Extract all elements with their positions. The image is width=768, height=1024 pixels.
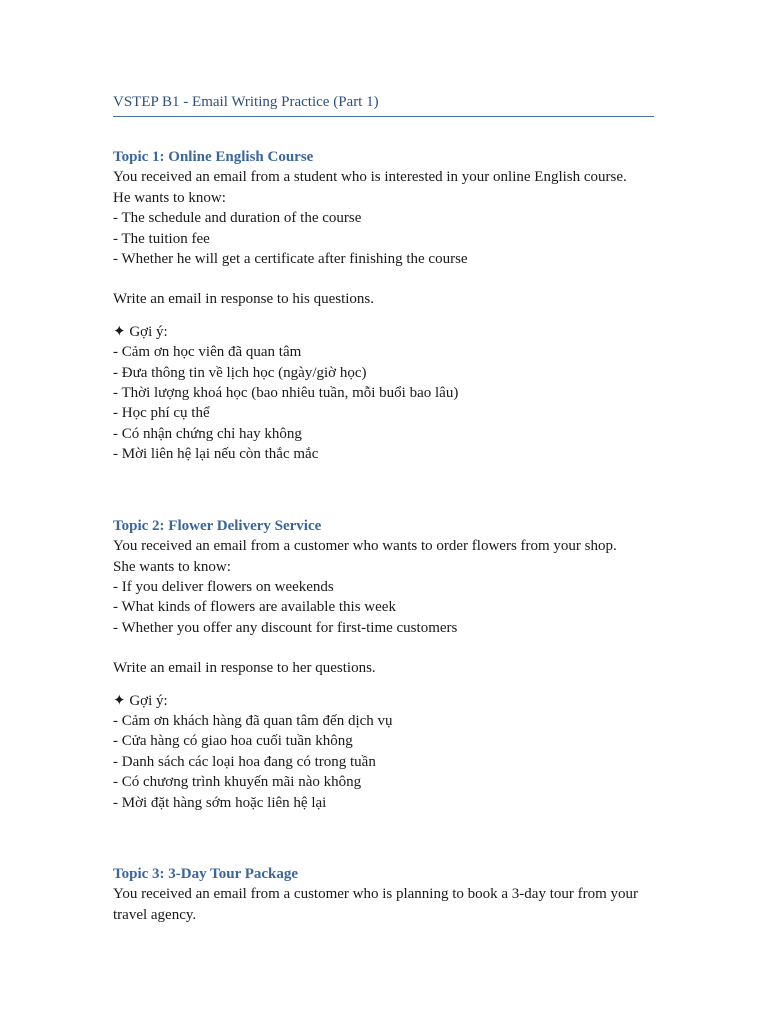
question-bullet: - The schedule and duration of the course <box>113 210 362 227</box>
topic-1 <box>113 147 658 465</box>
instruction: Write an email in response to his questions. <box>113 291 375 308</box>
question-bullet: - Whether he will get a certificate after finishing the course <box>113 251 468 268</box>
question-bullet: - What kinds of flowers are available this week <box>113 599 396 616</box>
intro-line: travel agency. <box>113 906 197 923</box>
page-title: VSTEP B1 - Email Writing Practice (Part 1) <box>113 93 654 117</box>
hint-item: - Có nhận chứng chỉ hay không <box>113 425 302 442</box>
intro-line: You received an email from a customer who is planning to book a 3-day tour from your <box>113 886 639 903</box>
topic-2 <box>113 516 658 813</box>
instruction: Write an email in response to her questions. <box>113 660 376 677</box>
topic-3 <box>113 864 658 925</box>
topic-title: Topic 2: Flower Delivery Service <box>113 517 322 534</box>
hint-item: - Học phí cụ thể <box>113 405 210 422</box>
topic-title: Topic 1: Online English Course <box>113 149 314 165</box>
hint-item: - Cảm ơn học viên đã quan tâm <box>113 344 302 361</box>
document-body <box>113 147 658 925</box>
hint-item: - Thời lượng khoá học (bao nhiêu tuần, mỗi buổi bao lâu) <box>113 385 459 402</box>
hint-item: - Có chương trình khuyến mãi nào không <box>113 774 362 791</box>
hint-item: - Cảm ơn khách hàng đã quan tâm đến dịch vụ <box>113 712 393 729</box>
hint-label: ✦ Gợi ý: <box>113 692 168 709</box>
topic-title: Topic 3: 3-Day Tour Package <box>113 865 299 882</box>
question-bullet: - The tuition fee <box>113 230 210 247</box>
hint-label: ✦ Gợi ý: <box>113 323 168 340</box>
intro-line: You received an email from a customer who wants to order flowers from your shop. <box>113 538 617 555</box>
hint-item: - Danh sách các loại hoa đang có trong tuần <box>113 753 376 770</box>
hint-item: - Đưa thông tin về lịch học (ngày/giờ học) <box>113 364 367 381</box>
hint-item: - Mời liên hệ lại nếu còn thắc mắc <box>113 446 319 463</box>
intro-line: She wants to know: <box>113 558 231 575</box>
intro-line: He wants to know: <box>113 189 226 206</box>
question-bullet: - Whether you offer any discount for first-time customers <box>113 619 458 636</box>
hint-item: - Mời đặt hàng sớm hoặc liên hệ lại <box>113 794 327 811</box>
hint-item: - Cửa hàng có giao hoa cuối tuần không <box>113 733 353 750</box>
question-bullet: - If you deliver flowers on weekends <box>113 578 334 595</box>
intro-line: You received an email from a student who is interested in your online English course. <box>113 169 627 186</box>
